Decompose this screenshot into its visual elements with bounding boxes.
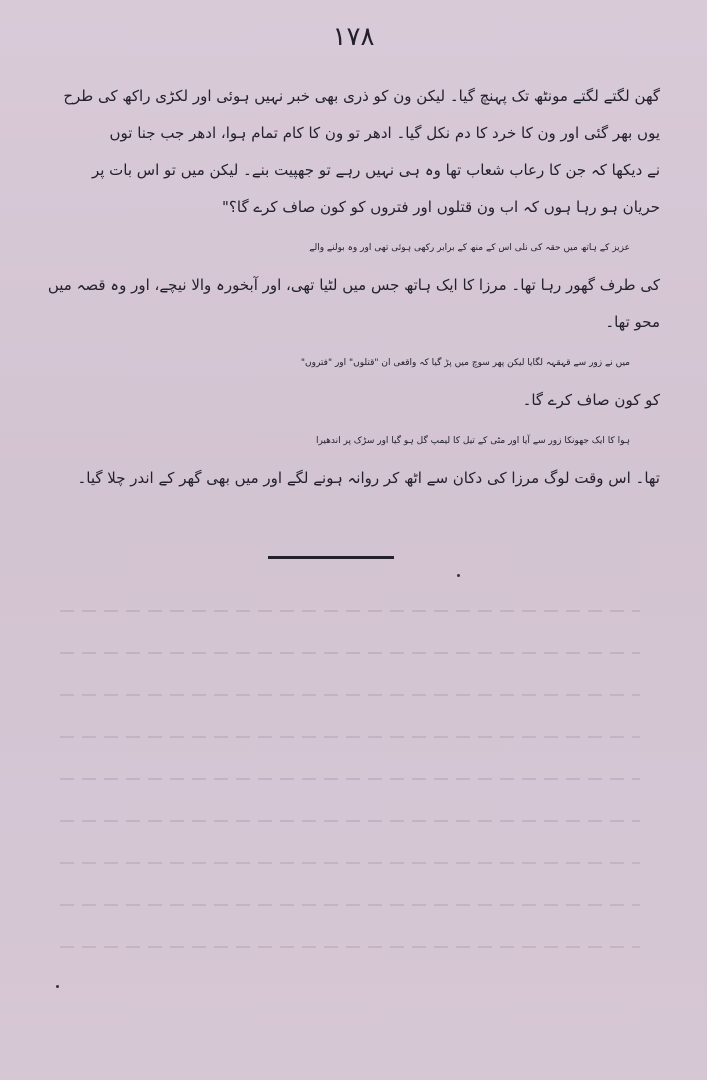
text-line: کو کون صاف کرے گا۔ [522,391,660,409]
show-through-line [60,736,640,738]
page-number: ۱۷۸ [332,22,375,52]
text-line: حریان ہو رہا ہوں کہ اب ون قتلوں اور فتروں کو کون صاف کرے گا؟" [222,198,660,216]
text-line: میں نے زور سے قہقہہ لگایا لیکن پھر سوچ میں پڑ گیا کہ واقعی ان "قتلوں" اور "فتروں" [300,358,630,368]
show-through-line [60,820,640,822]
show-through-line [60,652,640,654]
text-line: یوں بھر گئی اور ون کا خرد کا دم نکل گیا۔ ادھر تو ون کا کام تمام ہوا، ادھر جب جنا توں [109,124,660,142]
end-of-section-rule [268,556,394,559]
text-line: کی طرف گھور رہا تھا۔ مرزا کا ایک ہاتھ جس میں لٹیا تھی، اور آبخورہ والا نیچے، اور وہ قصہ میں [47,276,660,294]
paragraph-4 [30,423,660,497]
show-through-line [60,904,640,906]
text-line: گھن لگتے لگتے مونٹھ تک پہنچ گیا۔ لیکن ون کو ذری بھی خبر نہیں ہوئی اور لکڑی راکھ کی طرح [63,87,660,105]
show-through-line [60,778,640,780]
text-line: تھا۔ اس وقت لوگ مرزا کی دکان سے اٹھ کر روانہ ہونے لگے اور میں بھی گھر کے اندر چلا گیا۔ [77,469,660,487]
text-line: محو تھا۔ [605,313,660,331]
paragraph-3 [30,345,660,419]
ink-speck [457,574,460,577]
text-line: نے دیکھا کہ جن کا رعاب شعاب تھا وہ ہی نہیں رہے تو جھپیت بنے۔ لیکن میں تو اس بات پر [91,161,660,179]
ink-speck [56,985,59,988]
show-through-line [60,694,640,696]
show-through-line [60,946,640,948]
show-through-text [60,610,640,988]
show-through-line [60,862,640,864]
body-text [30,78,660,497]
paragraph-2 [30,230,660,341]
show-through-line [60,610,640,612]
text-line: ہوا کا ایک جھونکا زور سے آیا اور مٹی کے تیل کا لیمپ گل ہو گیا اور سڑک پر اندھیرا [315,436,630,446]
paragraph-1 [30,78,660,226]
text-line: عزیز کے ہاتھ میں حقہ کی نلی اس کے منھ کے برابر رکھی ہوئی تھی اور وہ بولنے والے [309,243,630,253]
